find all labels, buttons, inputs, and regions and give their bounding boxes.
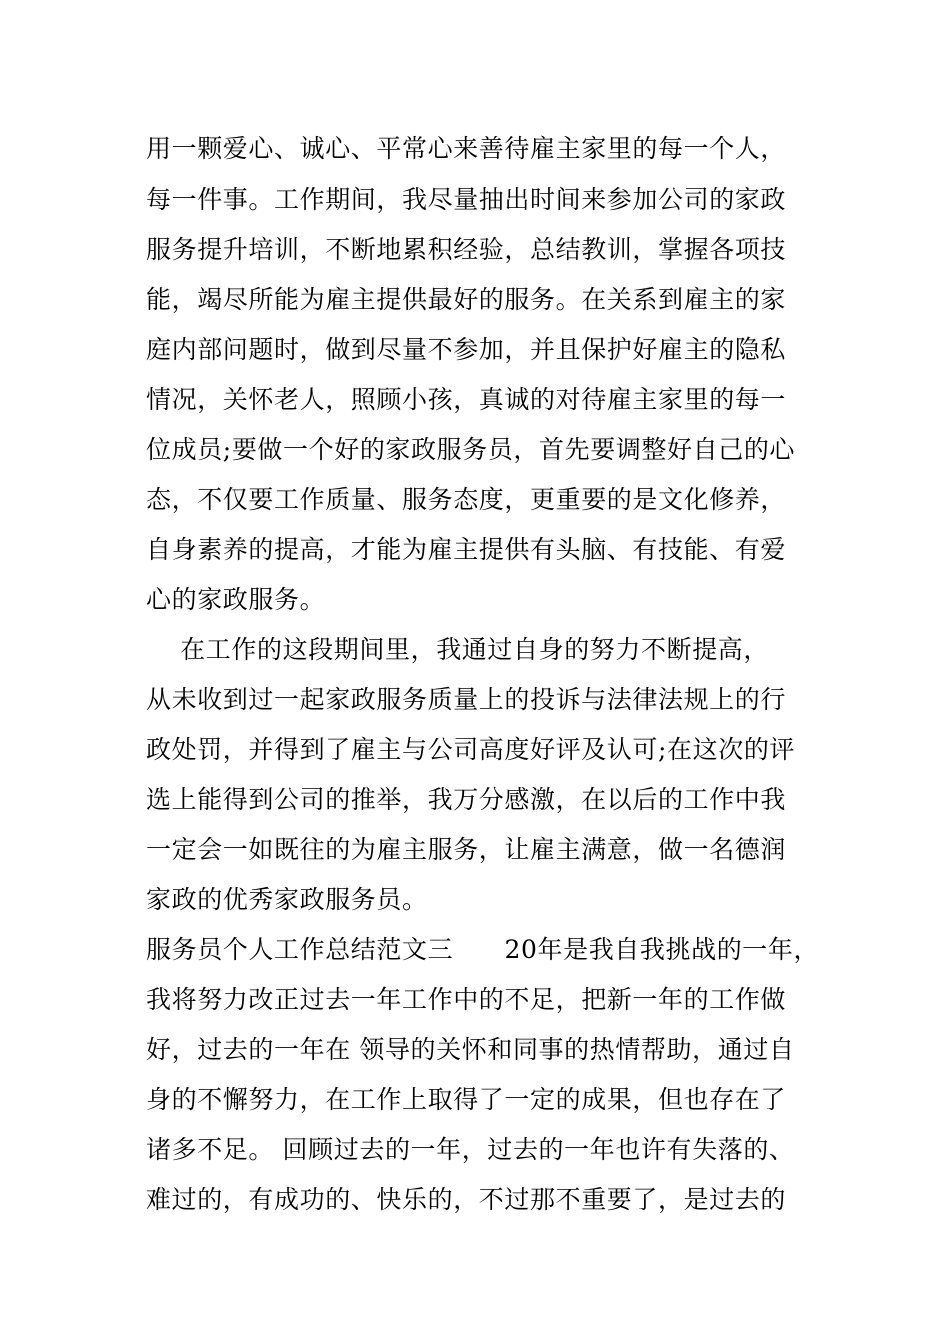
- text-line: 庭内部问题时，做到尽量不参加，并且保护好雇主的隐私: [146, 335, 787, 364]
- text-line: 服务提升培训，不断地累积经验，总结教训，掌握各项技: [146, 235, 787, 264]
- paragraph-start-line: 在工作的这段期间里，我通过自身的努力不断提高，: [146, 635, 769, 664]
- text-line: 自身素养的提高，才能为雇主提供有头脑、有技能、有爱: [146, 535, 787, 564]
- text-line: 态，不仅要工作质量、服务态度，更重要的是文化修养，: [146, 485, 787, 514]
- text-line: 能，竭尽所能为雇主提供最好的服务。在关系到雇主的家: [146, 285, 787, 314]
- text-line: 难过的，有成功的、快乐的，不过那不重要了，是过去的: [146, 1185, 787, 1214]
- text-line: 身的不懈努力，在工作上取得了一定的成果，但也存在了: [146, 1085, 787, 1114]
- text-line: 从未收到过一起家政服务质量上的投诉与法律法规上的行: [146, 685, 787, 714]
- text-line: 家政的优秀家政服务员。: [146, 885, 428, 914]
- section-heading-line: 服务员个人工作总结范文三 20年是我自我挑战的一年，: [146, 935, 820, 964]
- text-line: 选上能得到公司的推举，我万分感激，在以后的工作中我: [146, 785, 787, 814]
- text-line: 心的家政服务。: [146, 585, 326, 614]
- text-line: 位成员;要做一个好的家政服务员，首先要调整好自己的心: [146, 435, 796, 464]
- text-line: 好，过去的一年在 领导的关怀和同事的热情帮助，通过自: [146, 1035, 795, 1064]
- text-line: 一定会一如既往的为雇主服务，让雇主满意，做一名德润: [146, 835, 787, 864]
- text-line: 政处罚，并得到了雇主与公司高度好评及认可;在这次的评: [146, 735, 796, 764]
- text-line: 诸多不足。 回顾过去的一年，过去的一年也许有失落的、: [146, 1135, 795, 1164]
- text-line: 我将努力改正过去一年工作中的不足，把新一年的工作做: [146, 985, 787, 1014]
- text-line: 每一件事。工作期间，我尽量抽出时间来参加公司的家政: [146, 185, 787, 214]
- text-line: 用一颗爱心、诚心、平常心来善待雇主家里的每一个人，: [146, 134, 787, 163]
- text-line: 情况，关怀老人，照顾小孩，真诚的对待雇主家里的每一: [146, 385, 787, 414]
